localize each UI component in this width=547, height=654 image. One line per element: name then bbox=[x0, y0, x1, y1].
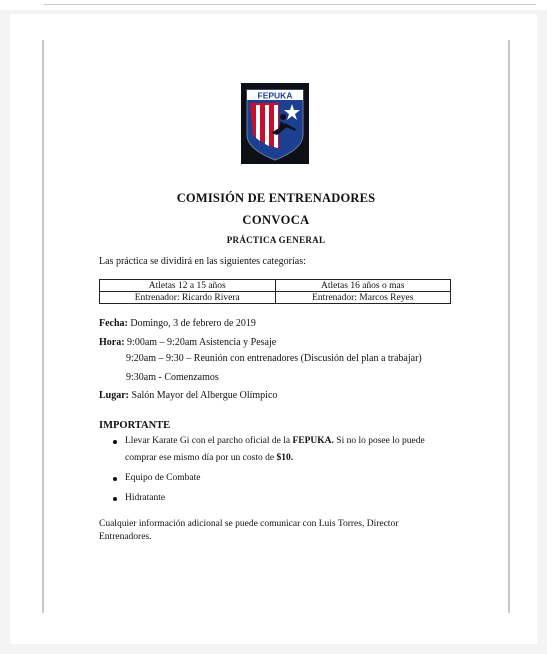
table-cell: Entrenador: Marcos Reyes bbox=[275, 292, 451, 304]
intro-text: Las práctica se dividirá en las siguientes categorías: bbox=[99, 256, 306, 267]
list-item bbox=[99, 490, 429, 507]
time-label: Hora: bbox=[99, 337, 125, 348]
time-line bbox=[99, 337, 276, 348]
bullet-text: Equipo de Combate bbox=[125, 473, 201, 483]
table-cell: Atletas 16 años o mas bbox=[275, 280, 451, 292]
table-cell: Entrenador: Ricardo Rivera bbox=[100, 292, 276, 304]
schedule-item: 9:30am - Comenzamos bbox=[126, 372, 219, 383]
list-item bbox=[99, 433, 429, 467]
bullet-text-price: $10. bbox=[276, 453, 294, 463]
fepuka-emblem-icon bbox=[241, 83, 309, 164]
date-line bbox=[99, 318, 256, 329]
location-line bbox=[99, 390, 277, 401]
date-value: Domingo, 3 de febrero de 2019 bbox=[130, 318, 256, 329]
top-divider bbox=[44, 4, 536, 5]
page-title: COMISIÓN DE ENTRENADORES bbox=[176, 191, 376, 205]
table-row bbox=[100, 292, 451, 304]
table-row bbox=[100, 280, 451, 292]
location-label: Lugar: bbox=[99, 390, 129, 401]
bullet-text: Hidratante bbox=[125, 493, 166, 503]
date-label: Fecha: bbox=[99, 318, 128, 329]
event-name: PRÁCTICA GENERAL bbox=[226, 235, 326, 245]
closing-text: Cualquier información adicional se puede comunicar con Luis Torres, Director Entrenadores. bbox=[99, 519, 399, 542]
bullet-icon bbox=[113, 497, 117, 501]
bullet-text-middle: Si no lo posee lo puede comprar ese mismo día por un costo de bbox=[125, 436, 425, 463]
important-heading: IMPORTANTE bbox=[99, 420, 171, 431]
bullet-text-fepuka: FEPUKA. bbox=[292, 436, 334, 446]
time-value: 9:00am – 9:20am Asistencia y Pesaje bbox=[127, 337, 277, 348]
categories-table bbox=[99, 279, 451, 304]
bullet-icon bbox=[113, 440, 117, 444]
bullet-text-start: Llevar Karate Gi con el parcho oficial de la bbox=[125, 436, 293, 446]
logo-text: FEPUKA bbox=[257, 90, 293, 101]
document-page bbox=[42, 40, 510, 613]
bullet-icon bbox=[113, 477, 117, 481]
location-value: Salón Mayor del Albergue Olímpico bbox=[131, 390, 278, 401]
list-item bbox=[99, 470, 429, 487]
top-bar bbox=[0, 0, 547, 10]
fepuka-logo bbox=[241, 83, 309, 164]
important-list bbox=[99, 433, 429, 507]
schedule-item: 9:20am – 9:30 – Reunión con entrenadores (Discusión del plan a trabajar) bbox=[126, 353, 422, 364]
page-subtitle: CONVOCA bbox=[242, 213, 310, 227]
table-cell: Atletas 12 a 15 años bbox=[100, 280, 276, 292]
